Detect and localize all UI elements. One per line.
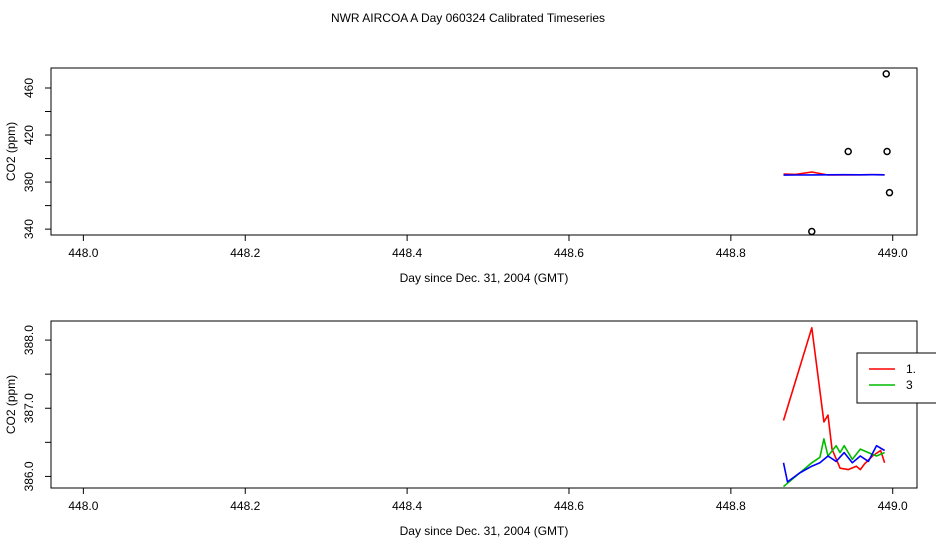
y-tick-label: 420: [22, 125, 36, 146]
chart-panel-1: [4, 68, 917, 285]
x-tick-label: 448.4: [392, 246, 423, 260]
x-tick-label: 448.6: [553, 499, 584, 513]
x-tick-label: 448.0: [68, 246, 99, 260]
plot-frame: [51, 321, 917, 488]
plot-area: [784, 328, 885, 487]
x-tick-label: 448.0: [68, 499, 99, 513]
x-tick-label: 448.8: [715, 246, 746, 260]
plot-frame: [51, 68, 917, 235]
y-tick-label: 380: [22, 172, 36, 193]
y-tick-label: 387.0: [22, 393, 36, 424]
x-tick-label: 448.4: [392, 499, 423, 513]
series-line-2: [784, 439, 885, 487]
legend-label: 1.: [906, 362, 917, 376]
page-title: NWR AIRCOA A Day 060324 Calibrated Timeseries: [330, 11, 606, 25]
data-point: [886, 190, 892, 196]
y-tick-label: 340: [22, 219, 36, 240]
y-tick-label: 460: [22, 77, 36, 99]
data-point: [883, 71, 889, 77]
data-point: [845, 149, 851, 155]
legend-label: 3: [906, 378, 913, 392]
legend: [857, 353, 936, 403]
y-axis-label: CO2 (ppm): [4, 121, 18, 182]
y-axis-label: CO2 (ppm): [4, 374, 18, 435]
x-tick-label: 448.2: [230, 246, 261, 260]
x-tick-label: 448.8: [715, 499, 746, 513]
data-point: [884, 149, 890, 155]
y-tick-label: 388.0: [22, 325, 36, 356]
plot-area: [784, 71, 893, 235]
y-tick-label: 386.0: [22, 461, 36, 492]
chart-panel-2: [4, 321, 936, 538]
x-axis-label: Day since Dec. 31, 2004 (GMT): [399, 524, 569, 538]
x-tick-label: 449.0: [877, 246, 908, 260]
data-point: [809, 228, 815, 234]
x-tick-label: 448.6: [553, 246, 584, 260]
series-line-3: [784, 446, 885, 482]
x-tick-label: 448.2: [230, 499, 261, 513]
legend-box: [857, 353, 936, 403]
x-axis-label: Day since Dec. 31, 2004 (GMT): [399, 271, 569, 285]
x-tick-label: 449.0: [877, 499, 908, 513]
